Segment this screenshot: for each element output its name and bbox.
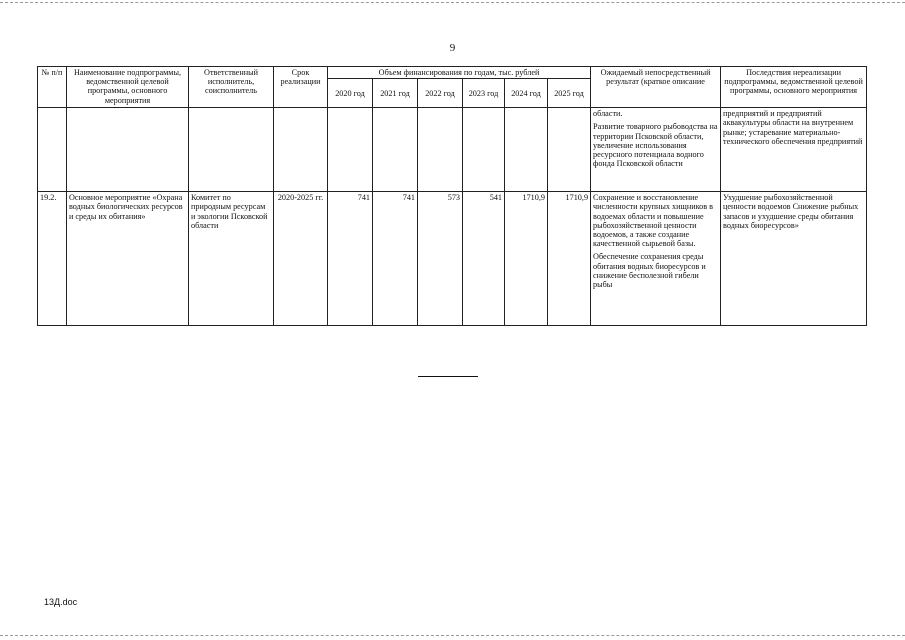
cell-value <box>548 108 591 192</box>
cell-term <box>274 108 328 192</box>
header-responsible: Ответственный исполнитель, соисполнитель <box>189 67 274 108</box>
header-term: Срок реализации <box>274 67 328 108</box>
table-row <box>38 108 867 192</box>
scan-edge-bottom <box>0 635 905 636</box>
cell-expected <box>591 192 721 326</box>
header-row-1 <box>38 67 867 79</box>
cell-responsible: Комитет по природным ресурсам и экологии Псковской области <box>189 192 274 326</box>
header-year: 2023 год <box>463 79 505 108</box>
cell-value: 1710,9 <box>548 192 591 326</box>
cell-value <box>463 108 505 192</box>
cell-value: 741 <box>328 192 373 326</box>
expected-paragraph: Обеспечение сохранения среды обитания водных биоресурсов и снижение бесполезной гибели рыбы <box>593 252 706 289</box>
cell-expected <box>591 108 721 192</box>
cell-responsible <box>189 108 274 192</box>
cell-consequences: Ухудшение рыбохозяйственной ценности водоемов Снижение рыбных запасов и ухудшение среды обитания водных биоресурсов» <box>721 192 867 326</box>
header-year: 2024 год <box>505 79 548 108</box>
cell-num <box>38 108 67 192</box>
page-number: 9 <box>449 42 456 54</box>
cell-value <box>373 108 418 192</box>
footer-filename: 13Д.doc <box>44 597 78 607</box>
cell-num: 19.2. <box>38 192 67 326</box>
cell-value: 573 <box>418 192 463 326</box>
header-year: 2021 год <box>373 79 418 108</box>
separator-line <box>418 376 478 377</box>
cell-value: 1710,9 <box>505 192 548 326</box>
expected-paragraph: Сохранение и восстановление численности крупных хищников в водоемах области и повышение рыбохозяйственной ценности водоемов, а также создание качественной сырьевой базы. <box>593 193 714 249</box>
header-year: 2020 год <box>328 79 373 108</box>
header-year: 2025 год <box>548 79 591 108</box>
cell-value <box>418 108 463 192</box>
header-year: 2022 год <box>418 79 463 108</box>
header-num: № п/п <box>38 67 67 108</box>
header-expected: Ожидаемый непосредственный результат (краткое описание <box>591 67 721 108</box>
cell-value <box>328 108 373 192</box>
header-consequences: Последствия нереализации подпрограммы, ведомственной целевой программы, основного мероприятия <box>721 67 867 108</box>
scan-edge-top <box>0 2 905 3</box>
header-name: Наименование подпрограммы, ведомственной целевой программы, основного мероприятия <box>67 67 189 108</box>
cell-term: 2020-2025 гг. <box>274 192 328 326</box>
cell-value: 541 <box>463 192 505 326</box>
program-table <box>37 66 867 326</box>
cell-value: 741 <box>373 192 418 326</box>
cell-name <box>67 108 189 192</box>
cell-value <box>505 108 548 192</box>
expected-paragraph: Развитие товарного рыбоводства на территории Псковской области, увеличение использования ресурсного потенциала водного фонда Псковской области <box>593 122 718 169</box>
table-row <box>38 192 867 326</box>
cell-consequences: предприятий и предприятий аквакультуры области на внутреннем рынке; устаревание материально-технического обеспечения предприятий <box>721 108 867 192</box>
header-funding-group: Объем финансирования по годам, тыс. рублей <box>328 67 591 79</box>
cell-name: Основное мероприятие «Охрана водных биологических ресурсов и среды их обитания» <box>67 192 189 326</box>
expected-paragraph: области. <box>593 109 623 119</box>
